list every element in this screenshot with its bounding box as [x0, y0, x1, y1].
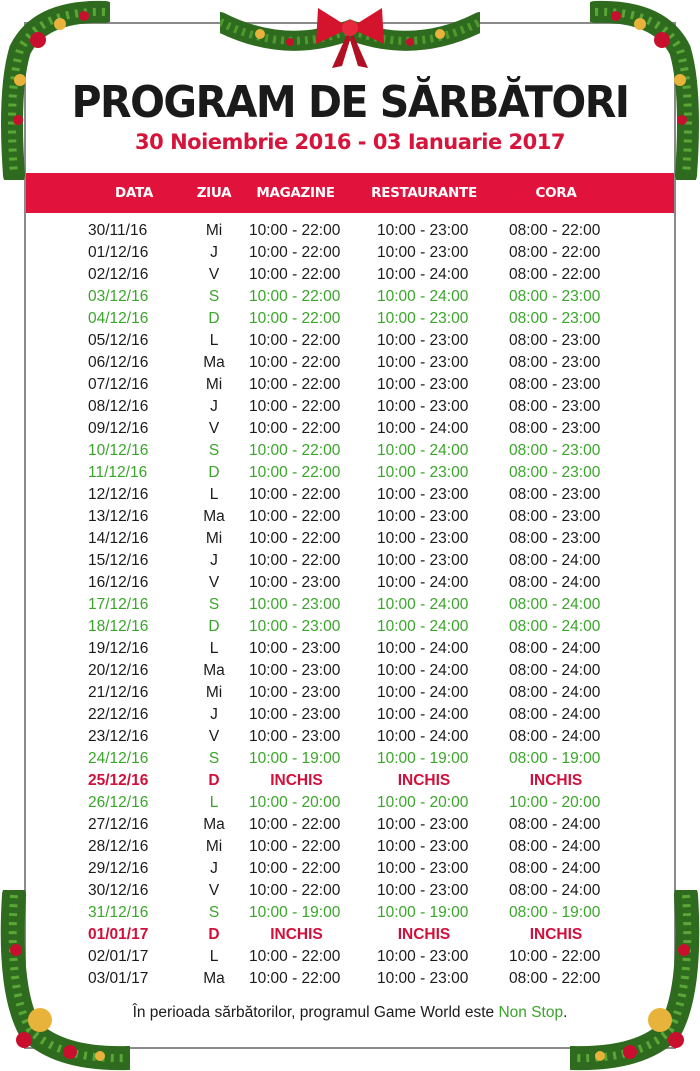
date-cell: 21/12/16	[88, 684, 149, 701]
date-cell: 18/12/16	[88, 618, 149, 635]
restaurants-hours-cell: 10:00 - 23:00	[377, 552, 469, 569]
table-row	[0, 836, 700, 858]
stores-hours-cell: 10:00 - 22:00	[249, 420, 341, 437]
date-cell: 08/12/16	[88, 398, 149, 415]
restaurants-hours-cell: 10:00 - 24:00	[377, 728, 469, 745]
cora-hours-cell: 08:00 - 24:00	[509, 728, 601, 745]
stores-hours-cell: 10:00 - 22:00	[249, 816, 341, 833]
cora-hours-cell: 08:00 - 19:00	[509, 750, 601, 767]
day-cell: L	[209, 640, 219, 657]
date-cell: 12/12/16	[88, 486, 149, 503]
column-header-stores: MAGAZINE	[256, 185, 335, 201]
day-cell: L	[209, 948, 219, 965]
stores-hours-cell: 10:00 - 23:00	[249, 596, 341, 613]
restaurants-hours-cell: 10:00 - 23:00	[377, 310, 469, 327]
table-row	[0, 638, 700, 660]
cora-hours-cell: 08:00 - 23:00	[509, 332, 601, 349]
restaurants-hours-cell: 10:00 - 24:00	[377, 706, 469, 723]
date-cell: 01/01/17	[88, 926, 149, 943]
day-cell: Mi	[205, 684, 223, 701]
cora-hours-cell: 08:00 - 23:00	[509, 288, 601, 305]
cora-hours-cell: 08:00 - 23:00	[509, 486, 601, 503]
day-cell: V	[208, 420, 220, 437]
date-cell: 27/12/16	[88, 816, 149, 833]
table-row	[0, 264, 700, 286]
table-row	[0, 968, 700, 990]
cora-hours-cell: 08:00 - 24:00	[509, 838, 601, 855]
cora-hours-cell: 08:00 - 23:00	[509, 464, 601, 481]
cora-hours-cell: 08:00 - 24:00	[509, 706, 601, 723]
date-cell: 25/12/16	[88, 772, 149, 789]
cora-hours-cell: 08:00 - 24:00	[509, 684, 601, 701]
table-row	[0, 308, 700, 330]
table-row	[0, 660, 700, 682]
restaurants-hours-cell: 10:00 - 23:00	[377, 398, 469, 415]
date-cell: 17/12/16	[88, 596, 149, 613]
restaurants-hours-cell: 10:00 - 23:00	[377, 816, 469, 833]
day-cell: J	[210, 552, 218, 569]
stores-hours-cell: 10:00 - 22:00	[249, 486, 341, 503]
date-cell: 19/12/16	[88, 640, 149, 657]
day-cell: J	[210, 244, 218, 261]
day-cell: Mi	[205, 222, 223, 239]
table-row	[0, 616, 700, 638]
day-cell: D	[208, 618, 220, 635]
date-cell: 03/01/17	[88, 970, 149, 987]
day-cell: L	[209, 486, 219, 503]
day-cell: S	[208, 288, 220, 305]
cora-hours-cell: 08:00 - 23:00	[509, 508, 601, 525]
restaurants-hours-cell: 10:00 - 23:00	[377, 486, 469, 503]
day-cell: J	[210, 398, 218, 415]
date-cell: 14/12/16	[88, 530, 149, 547]
date-cell: 10/12/16	[88, 442, 149, 459]
table-row	[0, 858, 700, 880]
cora-hours-cell: 08:00 - 24:00	[509, 860, 601, 877]
cora-hours-cell: 08:00 - 24:00	[509, 816, 601, 833]
cora-hours-cell: 08:00 - 22:00	[509, 244, 601, 261]
stores-hours-cell: 10:00 - 22:00	[249, 332, 341, 349]
table-row	[0, 704, 700, 726]
restaurants-hours-cell: 10:00 - 23:00	[377, 970, 469, 987]
table-row	[0, 770, 700, 792]
table-row	[0, 440, 700, 462]
date-cell: 05/12/16	[88, 332, 149, 349]
stores-hours-cell: 10:00 - 22:00	[249, 288, 341, 305]
date-range-subtitle: 30 Noiembrie 2016 - 03 Ianuarie 2017	[135, 130, 565, 154]
cora-hours-cell: INCHIS	[529, 772, 583, 789]
date-cell: 13/12/16	[88, 508, 149, 525]
restaurants-hours-cell: 10:00 - 20:00	[377, 794, 469, 811]
day-cell: L	[209, 332, 219, 349]
table-row	[0, 814, 700, 836]
date-cell: 23/12/16	[88, 728, 149, 745]
restaurants-hours-cell: 10:00 - 23:00	[377, 838, 469, 855]
day-cell: V	[208, 266, 220, 283]
day-cell: S	[208, 750, 220, 767]
restaurants-hours-cell: 10:00 - 23:00	[377, 354, 469, 371]
table-row	[0, 572, 700, 594]
table-row	[0, 462, 700, 484]
stores-hours-cell: 10:00 - 22:00	[249, 244, 341, 261]
cora-hours-cell: 08:00 - 23:00	[509, 530, 601, 547]
footer-note	[0, 1004, 700, 1022]
date-cell: 01/12/16	[88, 244, 149, 261]
column-header-cora: CORA	[535, 185, 577, 201]
table-row	[0, 242, 700, 264]
stores-hours-cell: 10:00 - 23:00	[249, 728, 341, 745]
stores-hours-cell: INCHIS	[270, 772, 323, 789]
stores-hours-cell: 10:00 - 22:00	[249, 398, 341, 415]
stores-hours-cell: 10:00 - 22:00	[249, 266, 341, 283]
stores-hours-cell: 10:00 - 22:00	[249, 508, 341, 525]
stores-hours-cell: 10:00 - 19:00	[249, 904, 341, 921]
stores-hours-cell: INCHIS	[270, 926, 323, 943]
restaurants-hours-cell: 10:00 - 19:00	[377, 904, 469, 921]
day-cell: V	[208, 574, 220, 591]
cora-hours-cell: 08:00 - 24:00	[509, 640, 601, 657]
date-cell: 04/12/16	[88, 310, 149, 327]
stores-hours-cell: 10:00 - 22:00	[249, 310, 341, 327]
cora-hours-cell: 08:00 - 23:00	[509, 310, 601, 327]
cora-hours-cell: 08:00 - 23:00	[509, 398, 601, 415]
table-row	[0, 352, 700, 374]
date-cell: 16/12/16	[88, 574, 149, 591]
date-cell: 07/12/16	[88, 376, 149, 393]
date-cell: 02/01/17	[88, 948, 149, 965]
date-cell: 09/12/16	[88, 420, 149, 437]
table-row	[0, 594, 700, 616]
day-cell: S	[208, 596, 220, 613]
date-cell: 28/12/16	[88, 838, 149, 855]
day-cell: Ma	[203, 508, 225, 525]
restaurants-hours-cell: 10:00 - 23:00	[377, 530, 469, 547]
restaurants-hours-cell: 10:00 - 24:00	[377, 684, 469, 701]
table-row	[0, 946, 700, 968]
table-row	[0, 924, 700, 946]
restaurants-hours-cell: 10:00 - 23:00	[377, 244, 469, 261]
restaurants-hours-cell: 10:00 - 19:00	[377, 750, 469, 767]
cora-hours-cell: 08:00 - 22:00	[509, 222, 601, 239]
table-row	[0, 286, 700, 308]
day-cell: Ma	[203, 354, 225, 371]
date-cell: 02/12/16	[88, 266, 149, 283]
day-cell: J	[210, 706, 218, 723]
restaurants-hours-cell: 10:00 - 24:00	[377, 596, 469, 613]
day-cell: J	[210, 860, 218, 877]
column-header-date: DATA	[114, 185, 153, 201]
table-row	[0, 506, 700, 528]
cora-hours-cell: 10:00 - 20:00	[509, 794, 601, 811]
stores-hours-cell: 10:00 - 23:00	[249, 640, 341, 657]
restaurants-hours-cell: 10:00 - 23:00	[377, 860, 469, 877]
stores-hours-cell: 10:00 - 22:00	[249, 860, 341, 877]
cora-hours-cell: 08:00 - 23:00	[509, 420, 601, 437]
footer-text: În perioada sărbătorilor, programul Game World este	[132, 1004, 499, 1021]
day-cell: D	[208, 926, 220, 943]
table-row	[0, 330, 700, 352]
day-cell: D	[208, 772, 220, 789]
table-row	[0, 220, 700, 242]
restaurants-hours-cell: 10:00 - 24:00	[377, 574, 469, 591]
day-cell: Mi	[205, 376, 223, 393]
restaurants-hours-cell: 10:00 - 24:00	[377, 662, 469, 679]
table-row	[0, 792, 700, 814]
restaurants-hours-cell: 10:00 - 24:00	[377, 420, 469, 437]
restaurants-hours-cell: 10:00 - 24:00	[377, 266, 469, 283]
stores-hours-cell: 10:00 - 22:00	[249, 354, 341, 371]
stores-hours-cell: 10:00 - 22:00	[249, 838, 341, 855]
restaurants-hours-cell: 10:00 - 23:00	[377, 948, 469, 965]
stores-hours-cell: 10:00 - 22:00	[249, 464, 341, 481]
day-cell: Ma	[203, 816, 225, 833]
day-cell: Ma	[203, 970, 225, 987]
table-row	[0, 484, 700, 506]
table-row	[0, 880, 700, 902]
day-cell: V	[208, 728, 220, 745]
day-cell: D	[208, 464, 220, 481]
stores-hours-cell: 10:00 - 22:00	[249, 882, 341, 899]
restaurants-hours-cell: 10:00 - 23:00	[377, 508, 469, 525]
day-cell: Mi	[205, 530, 223, 547]
cora-hours-cell: 08:00 - 22:00	[509, 266, 601, 283]
date-cell: 20/12/16	[88, 662, 149, 679]
cora-hours-cell: 08:00 - 24:00	[509, 882, 601, 899]
table-row	[0, 374, 700, 396]
table-row	[0, 418, 700, 440]
date-cell: 30/11/16	[88, 222, 148, 239]
cora-hours-cell: 08:00 - 24:00	[509, 596, 601, 613]
table-row	[0, 682, 700, 704]
date-cell: 15/12/16	[88, 552, 149, 569]
date-cell: 29/12/16	[88, 860, 149, 877]
stores-hours-cell: 10:00 - 23:00	[249, 574, 341, 591]
cora-hours-cell: 10:00 - 22:00	[509, 948, 601, 965]
cora-hours-cell: 08:00 - 23:00	[509, 354, 601, 371]
table-row	[0, 902, 700, 924]
stores-hours-cell: 10:00 - 22:00	[249, 442, 341, 459]
table-header	[26, 173, 674, 213]
date-cell: 26/12/16	[88, 794, 149, 811]
date-cell: 30/12/16	[88, 882, 149, 899]
date-cell: 11/12/16	[88, 464, 148, 481]
restaurants-hours-cell: 10:00 - 23:00	[377, 882, 469, 899]
stores-hours-cell: 10:00 - 23:00	[249, 706, 341, 723]
cora-hours-cell: 08:00 - 24:00	[509, 552, 601, 569]
day-cell: D	[208, 310, 220, 327]
stores-hours-cell: 10:00 - 22:00	[249, 222, 341, 239]
day-cell: Ma	[203, 662, 225, 679]
cora-hours-cell: 08:00 - 23:00	[509, 442, 601, 459]
non-stop-highlight: Non Stop	[498, 1004, 564, 1021]
date-cell: 06/12/16	[88, 354, 149, 371]
restaurants-hours-cell: INCHIS	[397, 926, 451, 943]
red-bow-icon	[220, 0, 480, 70]
cora-hours-cell: 08:00 - 22:00	[509, 970, 601, 987]
stores-hours-cell: 10:00 - 22:00	[249, 552, 341, 569]
restaurants-hours-cell: 10:00 - 23:00	[377, 222, 469, 239]
restaurants-hours-cell: 10:00 - 24:00	[377, 442, 469, 459]
cora-hours-cell: 08:00 - 24:00	[509, 662, 601, 679]
table-row	[0, 726, 700, 748]
restaurants-hours-cell: 10:00 - 24:00	[377, 618, 469, 635]
stores-hours-cell: 10:00 - 23:00	[249, 684, 341, 701]
restaurants-hours-cell: 10:00 - 23:00	[377, 376, 469, 393]
stores-hours-cell: 10:00 - 22:00	[249, 970, 341, 987]
restaurants-hours-cell: 10:00 - 23:00	[377, 464, 469, 481]
stores-hours-cell: 10:00 - 22:00	[249, 948, 341, 965]
column-header-day: ZIUA	[196, 185, 232, 201]
date-cell: 24/12/16	[88, 750, 149, 767]
restaurants-hours-cell: 10:00 - 24:00	[377, 288, 469, 305]
day-cell: S	[208, 904, 220, 921]
stores-hours-cell: 10:00 - 22:00	[249, 376, 341, 393]
cora-hours-cell: 08:00 - 23:00	[509, 376, 601, 393]
restaurants-hours-cell: 10:00 - 24:00	[377, 640, 469, 657]
date-cell: 03/12/16	[88, 288, 149, 305]
stores-hours-cell: 10:00 - 23:00	[249, 618, 341, 635]
stores-hours-cell: 10:00 - 19:00	[249, 750, 341, 767]
table-row	[0, 396, 700, 418]
footer-end: .	[563, 1004, 568, 1021]
date-cell: 22/12/16	[88, 706, 149, 723]
table-row	[0, 550, 700, 572]
stores-hours-cell: 10:00 - 20:00	[249, 794, 341, 811]
cora-hours-cell: 08:00 - 24:00	[509, 574, 601, 591]
restaurants-hours-cell: INCHIS	[397, 772, 451, 789]
cora-hours-cell: 08:00 - 19:00	[509, 904, 601, 921]
cora-hours-cell: INCHIS	[529, 926, 583, 943]
day-cell: V	[208, 882, 220, 899]
table-row	[0, 748, 700, 770]
column-header-restaurants: RESTAURANTE	[371, 185, 477, 201]
table-row	[0, 528, 700, 550]
day-cell: S	[208, 442, 220, 459]
date-cell: 31/12/16	[88, 904, 149, 921]
page-title: PROGRAM DE SĂRBĂTORI	[71, 76, 629, 128]
stores-hours-cell: 10:00 - 22:00	[249, 530, 341, 547]
cora-hours-cell: 08:00 - 24:00	[509, 618, 601, 635]
restaurants-hours-cell: 10:00 - 23:00	[377, 332, 469, 349]
day-cell: Mi	[205, 838, 223, 855]
day-cell: L	[209, 794, 219, 811]
stores-hours-cell: 10:00 - 23:00	[249, 662, 341, 679]
